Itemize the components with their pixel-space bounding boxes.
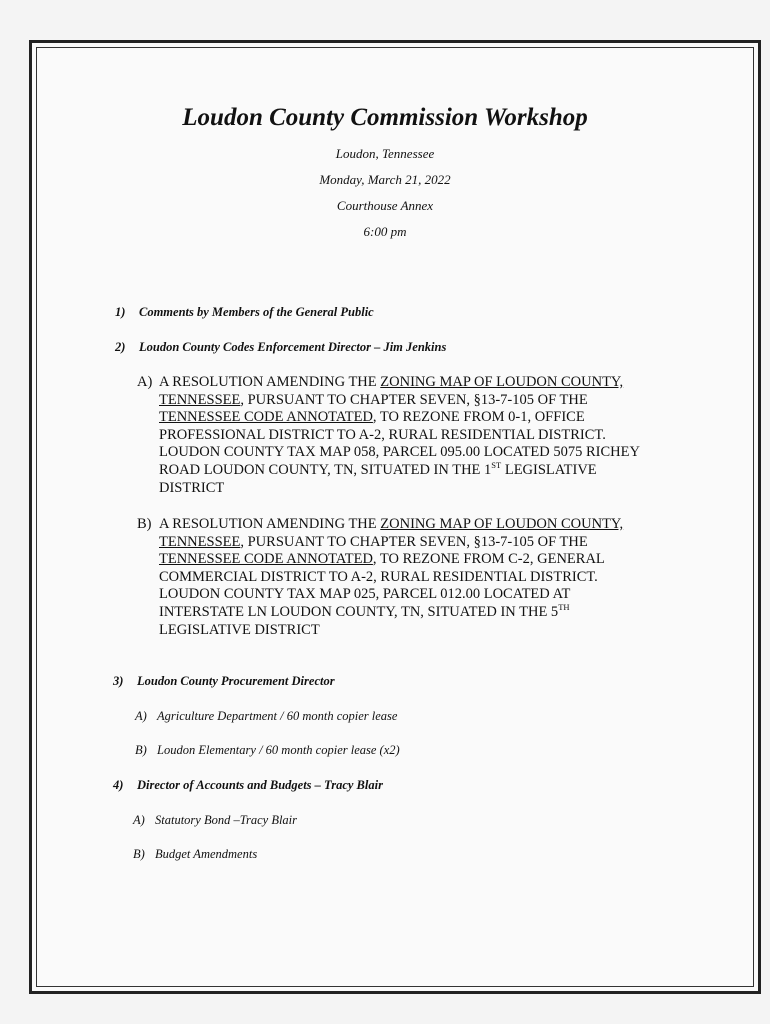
agenda-item-4 <box>113 778 383 793</box>
resolution-b <box>137 516 657 639</box>
resolution-lead: A RESOLUTION AMENDING THE <box>159 374 381 390</box>
page-title: Loudon County Commission Workshop <box>182 104 588 131</box>
subitem-text: Agriculture Department / 60 month copier lease <box>157 709 398 723</box>
agenda-item-number: 1) <box>115 305 126 319</box>
subitem-letter: A) <box>133 813 145 827</box>
resolution-tail: , TO REZONE FROM 0-1, OFFICE PROFESSIONAL DISTRICT TO A-2, RURAL RESIDENTIAL DISTRICT. LOUDON COUNTY TAX MAP 058, PARCEL 095.00 LOCATED 5075 RICHEY ROAD LOUDON COUNTY, TN, SITUATED IN THE 1 <box>159 409 640 478</box>
location-text: Loudon, Tennessee <box>335 146 435 161</box>
date-text: Monday, March 21, 2022 <box>319 172 451 187</box>
resolution-mid: , PURSUANT TO CHAPTER SEVEN, §13-7-105 OF THE <box>240 391 588 408</box>
resolution-mid: , PURSUANT TO CHAPTER SEVEN, §13-7-105 OF THE <box>240 533 588 550</box>
resolution-letter: B) <box>137 516 152 532</box>
resolution-a <box>137 374 657 497</box>
agenda-item-text: Comments by Members of the General Public <box>139 305 374 319</box>
agenda-subitem-3b <box>135 743 400 758</box>
agenda-item-number: 3) <box>113 674 124 688</box>
subitem-text: Loudon Elementary / 60 month copier lease (x2) <box>157 743 400 757</box>
time-text: 6:00 pm <box>363 224 407 239</box>
subitem-letter: B) <box>133 847 145 861</box>
agenda-item-3 <box>113 674 335 689</box>
resolution-body <box>159 374 657 497</box>
agenda-item-text: Director of Accounts and Budgets – Tracy Blair <box>137 778 383 792</box>
agenda-item-number: 4) <box>113 778 124 792</box>
agenda-subitem-4b <box>133 847 257 862</box>
subitem-text: Budget Amendments <box>155 847 258 861</box>
agenda-item-number: 2) <box>115 340 126 354</box>
agenda-subitem-4a <box>133 813 297 828</box>
ordinal-suffix: TH <box>558 602 570 613</box>
resolution-tail: , TO REZONE FROM C-2, GENERAL COMMERCIAL DISTRICT TO A-2, RURAL RESIDENTIAL DISTRICT. LOUDON COUNTY TAX MAP 025, PARCEL 012.00 LOCATED AT INTERSTATE LN LOUDON COUNTY, TN, SITUATED IN THE 5 <box>159 551 605 620</box>
venue-text: Courthouse Annex <box>336 198 434 213</box>
resolution-code-ref: TENNESSEE CODE ANNOTATED <box>159 551 373 568</box>
resolution-letter: A) <box>137 374 153 390</box>
agenda-item-2 <box>115 340 446 355</box>
agenda-item-1 <box>115 305 374 320</box>
resolution-lead: A RESOLUTION AMENDING THE <box>159 516 381 532</box>
agenda-subitem-3a <box>135 709 397 724</box>
subitem-letter: B) <box>135 743 147 757</box>
resolution-zoning-map-ref: ZONING MAP OF LOUDON COUNTY, TENNESSEE <box>159 374 624 408</box>
resolution-code-ref: TENNESSEE CODE ANNOTATED <box>159 409 373 426</box>
resolution-end: LEGISLATIVE DISTRICT <box>159 621 320 638</box>
agenda-item-text: Loudon County Codes Enforcement Director – Jim Jenkins <box>139 340 447 354</box>
resolution-body <box>159 516 657 639</box>
subitem-letter: A) <box>135 709 147 723</box>
resolution-zoning-map-ref: ZONING MAP OF LOUDON COUNTY, TENNESSEE <box>159 516 624 550</box>
agenda-item-text: Loudon County Procurement Director <box>137 674 335 688</box>
ordinal-suffix: ST <box>491 460 502 471</box>
subitem-text: Statutory Bond –Tracy Blair <box>155 813 298 827</box>
resolution-end: LEGISLATIVE DISTRICT <box>159 461 597 496</box>
